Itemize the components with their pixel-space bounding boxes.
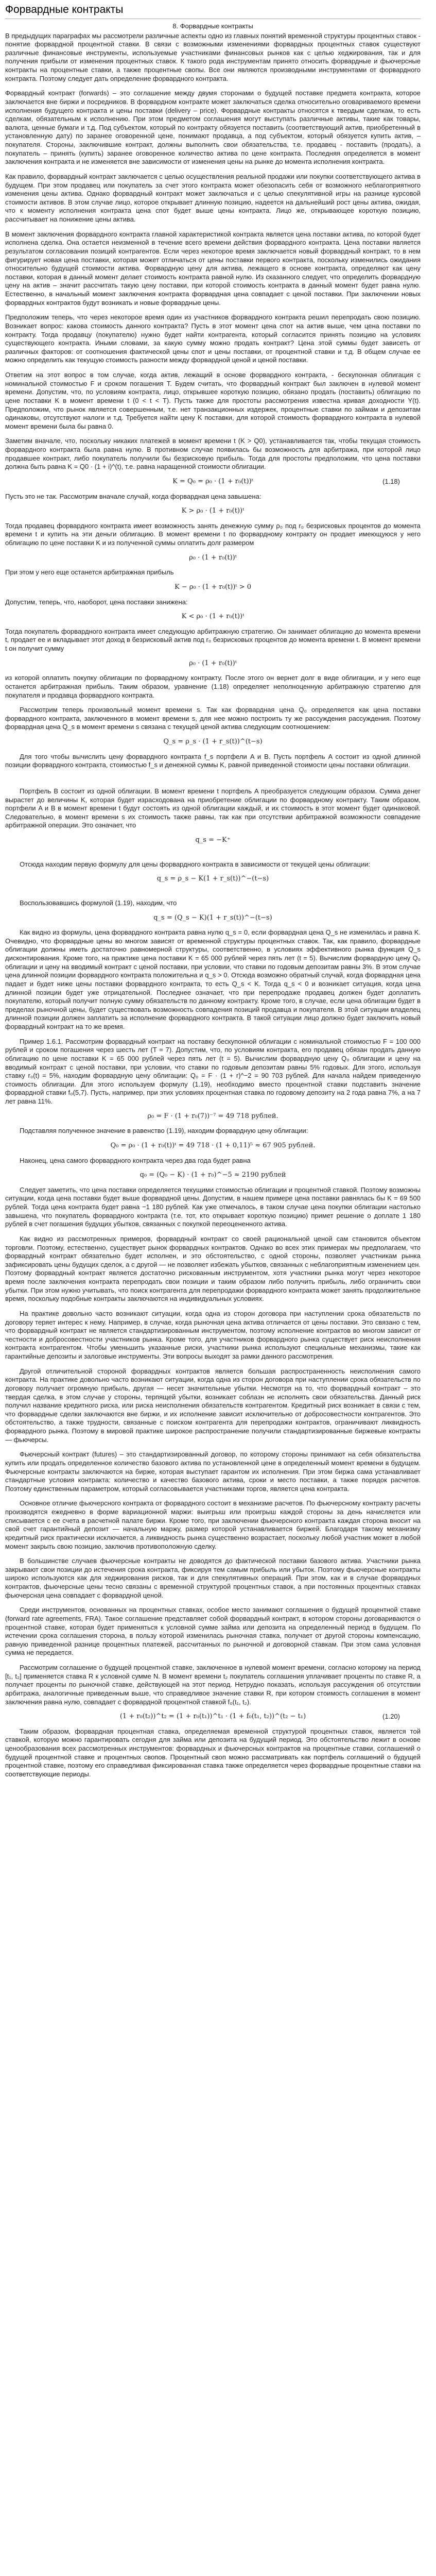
formula-expression: (1 + r₀(t₂))^t₂ = (1 + r₀(t₁))^t₁ · (1 + f₀(t₁, t₂))^(t₂ − t₁) <box>119 1713 306 1721</box>
formula-expression: q₀ = (Q₀ − K) · (1 + r₀)^−5 ≈ 2190 рублей <box>139 1171 286 1179</box>
formula <box>5 1713 421 1721</box>
paragraph: Как видно из формулы, цена форвардного контракта равна нулю q_s = 0, если форвардная цена Q_s не изменилась и равна K. Очевидно, что форвардные цены во многом зависят от временной структуры процентных ставок. Так, как правило, форвардные облигации должны иметь достаточно равномерной структуры, соответственно, в условиях эффективного рынка функция Q_s дисконтирования. Кроме того, на практике цена поставки K = 65 000 рублей через пять лет (t = 5). Вычислим форвардную цену Q₀ облигации и цену на вводимый контракт с ценой поставки, при условии, что ставки по годовым депозитам равны 3%. В этом случае цена длинной позиции форвардного контракта положительна и q_s > 0. Отсюда возможно обратный случай, когда форвардная цена падает и будет ниже цены поставки форвардного контракта, то есть Q_s < K. Тогда q_s < 0 и возникает ситуация, когда цена длинной позиции будет уже отрицательной. Последнее означает, что при перепродаже продавец должен будет доплатить покупателю, который получит полную сумму обязательств по данному контракту. Кроме того, в случае, если цена облигации будет в пределах рыночной цены, будет существовать возможность совпадения позиций продавца и покупателя. В этой ситуации владелец длинной позиции должен заплатить за исполнение форвардного контракта. В такой ситуации лицо должно будет заключить новый форвардный контракт на то же время. <box>5 928 421 1030</box>
formula-expression: Q_s = ρ_s · (1 + r_s(t))^(t−s) <box>163 738 263 745</box>
paragraph: Следует заметить, что цена поставки определяется текущими стоимостью облигации и процентной ставкой. Поэтому возможны ситуации, когда цена поставки будет выше форвардной цены. Допустим, в нашем примере цена поставки равнялась бы K = 69 500 рублей. Тогда цена контракта будет равна −1 180 рублей. Как уже отмечалось, в таком случае цена покупки облигации настолько завышена, что покупатель форвардного контракта (т.е. тот, кто открывает короткую позицию) примет решение о доплате 1 180 рублей в счет погашения будущих убытков, связанных с покупкой переоцененного актива. <box>5 1185 421 1228</box>
formula-expression: q_s = −K⁺ <box>195 836 231 844</box>
vertical-gap <box>5 770 421 787</box>
formula <box>5 914 421 923</box>
formula-expression: K − ρ₀ · (1 + r₀(t))ᵗ > 0 <box>174 583 252 591</box>
document-body <box>5 32 421 1779</box>
paragraph: Другой отличительной стороной форвардных контрактов является большая распространенность неисполнения самого контракта. На практике довольно часто возникают ситуации, когда одна из сторон договора при наступлении срока обязательств по договору получает огромную прибыль, другая — несет значительные убытки. Несмотря на то, что форвардный контракт – это твердая сделка, в этом случае у стороны, терпящей убытки, возникает соблазн не исполнять свои обязательства. Данный риск получил название кредитного риска, или риска неисполнения обязательств контрагентом. Кредитный риск возникает в связи с тем, что форвардные сделки заключаются вне биржи, и их исполнение зависит исключительно от добросовестности контрагентов. Это обстоятельство, а также трудности, связанные с поиском контрагента для перепродажи контрактов, ограничивают ликвидность форвардного рынка. Поэтому в мировой практике широкое распространение получили стандартизированные биржевые контракты — фьючерсы. <box>5 1367 421 1444</box>
paragraph: Наконец, цена самого форвардного контракта через два года будет равна <box>20 1156 251 1164</box>
formula-expression: q_s = ρ_s − K(1 + r_s(t))^−(t−s) <box>156 875 269 883</box>
paragraph: Ответим на этот вопрос в том случае, когда актив, лежащий в основе форвардного контракта, - бескупонная облигация с номинальной стоимостью F и сроком погашения T. Будем считать, что форвардный контракт был заключен в нулевой момент времени. Допустим, что, по условиям контракта, лицо, открывшее короткую позицию, обязано продать (поставить) облигацию по цене поставки K в момент времени t (0 < t < T). Пусть также для простоты рассмотрения известна кривая доходности Y(t). Предположим, что рынок является совершенным, т.е. нет транзакционных издержек, процентные ставки по займам и депозитам одинаковы, отсутствуют налоги и т.д. Требуется найти цену K поставки, для которой стоимость форвардного контракта в нулевой момент времени была бы равна 0. <box>5 371 421 430</box>
formula <box>5 738 421 747</box>
paragraph: В момент заключения форвардного контракта главной характеристикой контракта является цена поставки актива, по которой будет исполнена сделка. Она остается неизменной в течение всего времени действия форвардного контракта. Цена поставки является результатом согласования позиций контрагентов. Если через некоторое время заключается новый форвардный контракт, то в нем фигурирует новая цена поставки, которая может отличаться от цены поставки первого контракта, поскольку изменились ожидания относительно будущей стоимости актива. Форвардную цену для актива, лежащего в основе контракта, определяют как цену поставки, которая в данный момент делает стоимость контракта равной нулю. Из сказанного следует, что определить форвардную цену на актив – значит рассчитать такую цену поставки, при которой стоимость контракта в данный момент будет равна нулю. Естественно, в начальный момент заключения контракта форвардная цена совпадает с ценой поставки. При заключении новых форвардных контрактов будут возникать и новые форвардные цены. <box>5 230 421 307</box>
formula-expression: q_s = (Q_s − K)(1 + r_s(t))^−(t−s) <box>153 913 272 922</box>
formula-expression: K > ρ₀ · (1 + r₀(t))ᵗ <box>181 507 245 515</box>
formula <box>5 836 421 845</box>
formula-expression: K = Q₀ = ρ₀ · (1 + r₀(t))ᵗ <box>172 477 253 485</box>
paragraph: Как правило, форвардный контракт заключается с целью осуществления реальной продажи или покупки соответствующего актива в будущем. При этом продавец или покупатель за счет этого контракта может обезопасить себя от возможного неблагоприятного изменения цены актива. Однако форвардный контракт может заключаться и с целью спекулятивной игры на разнице курсовой стоимости активов. В этом случае лицо, которое открывает длинную позицию, надеется на дальнейший рост цены актива, ожидая, что к моменту исполнения контракта цена спот будет выше цены контракта. Лицо же, открывающее короткую позицию, рассчитывает на понижение цены актива. <box>5 172 421 223</box>
paragraph: Фьючерсный контракт (futures) – это стандартизированный договор, по которому стороны принимают на себя обязательства купить или продать определенное количество базового актива по установленной цене в определенный момент времени в будущем. Фьючерсные контракты заключаются на бирже, которая выступает гарантом их исполнения. При этом биржа сама устанавливает стандартные условия контракта: количество и качество базового актива, сроки и место поставки, а также порядок расчетов. Поэтому единственным параметром, который согласовывается участниками торгов, является цена контракта. <box>5 1450 421 1493</box>
formula-expression: ρ₀ = F · (1 + r₀(7))⁻⁷ = 49 718 рублей. <box>147 1112 278 1120</box>
formula <box>5 478 421 486</box>
paragraph: Отсюда находим первую формулу для цены форвардного контракта в зависимости от текущей цены облигации: <box>20 860 371 868</box>
equation-number: (1.20) <box>382 1713 400 1721</box>
paragraph: Основное отличие фьючерсного контракта от форвардного состоит в механизме расчетов. По фьючерсному контракту расчеты производятся ежедневно в форме вариационной маржи: выигрыш или проигрыш каждой стороны за день начисляется или списывается с ее счета в расчетной палате биржи. Кроме того, при заключении фьючерсного контракта каждая сторона вносит на свой счет гарантийный депозит — начальную маржу, размер которой устанавливается биржей. Благодаря такому механизму кредитный риск практически исключается, а ликвидность рынка существенно возрастает, поскольку любой участник может в любой момент закрыть свою позицию, заключив противоположную сделку. <box>5 1499 421 1550</box>
formula <box>5 583 421 592</box>
paragraph: В большинстве случаев фьючерсные контракты не доводятся до фактической поставки базового актива. Участники рынка закрывают свои позиции до истечения срока контракта, фиксируя тем самым прибыль или убыток. Поэтому фьючерсные контракты широко используются как для хеджирования рисков, так и для спекулятивных операций. При этом, как и в случае форвардных контрактов, фьючерсные цены тесно связаны с временной структурой процентных ставок, а при постоянных процентных ставках фьючерсная цена совпадает с форвардной ценой. <box>5 1557 421 1599</box>
paragraph: Пример 1.6.1. Рассмотрим форвардный контракт на поставку бескупонной облигации с номинальной стоимостью F = 100 000 рублей и сроком погашения через шесть лет (T = 7). Допустим, что, по условиям контракта, его продавец обязан продать данную облигацию по цене поставки K = 65 000 рублей через пять лет (t = 5). Вычислим форвардную цену Q₀ облигации и цену на вводимый контракт с ценой поставки, при условии, что ставки по годовым депозитам равны 5% годовых. Для этого, используя ставку r₀(t) = 5%, находим форвардную цену облигации: Q₀ = F · (1 + r)^−2 = 90 703 рублей. Для начала найдем приведенную стоимость облигации. Для этого используем формулу (1.19), необходимо вместо процентной ставки подставить значение форвардной ставки f₀(5,7). Пусть, например, при этих условиях процентная ставка по годовому депозиту на 2 года равна 7%, а на 7 лет равна 11%. <box>5 1037 421 1105</box>
section-subtitle: 8. Форвардные контракты <box>172 22 253 30</box>
vertical-gap <box>5 851 421 860</box>
formula-expression: K < ρ₀ · (1 + r₀(t))ᵗ <box>181 613 245 621</box>
formula-expression: ρ₀ · (1 + r₀(t))ᵗ <box>189 659 237 667</box>
formula <box>5 875 421 884</box>
equation-number: (1.18) <box>382 477 400 485</box>
page-title: Форвардные контракты <box>5 3 421 19</box>
formula <box>5 1171 421 1180</box>
formula <box>5 659 421 668</box>
paragraph: В предыдущих параграфах мы рассмотрели различные аспекты одно из главных понятий временной структуры процентных ставок - понятие форвардной процентной ставки. В связи с возможными изменениями форвардных процентных ставок существуют различные финансовые инструменты, используемые участниками финансовых рынков как с целью хеджирования, так и для получения прибыли от изменения процентных ставок. К такого рода инструментам принято относить форвардные и фьючерсные контракты на процентные ставки, а также процентные свопы. Все они являются производными инструментами от форвардного контракта. Поэтому следует дать определение форвардного контракта. <box>5 31 421 82</box>
paragraph: Тогда покупатель форвардного контракта имеет следующую арбитражную стратегию. Он занимает облигацию до момента времени t, продает ее и вкладывает этот доход в безрисковый актив под r₀ безрисковых процентов до момента времени t. В момент времени t он получит сумму <box>5 627 421 652</box>
paragraph: Рассмотрим теперь произвольный момент времени s. Так как форвардная цена Q₀ определяется как цена поставки форвардного контракта, заключенного в момент времени s, для нее можно построить ту же рассуждения рассуждения. Поэтому форвардная цена Q_s в момент времени s связана с текущей ценой актива следующим соотношением: <box>5 706 421 731</box>
formula <box>5 1142 421 1150</box>
paragraph: На практике довольно часто возникают ситуации, когда одна из сторон договора при наступлении срока обязательств по договору теряет интерес к нему. Например, в случае, когда рыночная цена актива отличается от цены поставки. Это связано с тем, что форвардный контракт не является стандартизированным инструментом, поэтому исполнение контрактов во многом зависит от честности и добросовестности участников рынка. Кроме того, для участников форвардного рынка существует риск неисполнения контракта контрагентом. Чтобы уменьшить указанные риски, участники рынка используют специальные механизмы, такие как гарантийные депозиты и залоговые инструменты. Эти вопросы выходят за рамки данного рассмотрения. <box>5 1309 421 1360</box>
paragraph: из которой оплатить покупку облигации по форвардному контракту. После этого он вернет долг в виде облигации, и у него еще останется арбитражная прибыль. Таким образом, уравнение (1.18) определяет неполноценную арбитражную стратегию для покупателя и продавца форвардного контракта. <box>5 674 421 699</box>
paragraph: Портфель B состоит из одной облигации. В момент времени t портфель A преобразуется следующим образом. Сумма денег вырастет до величины K, которая будет израсходована на приобретение облигации по форвардному контракту. Таким образом, портфели A и B в момент времени t будут состоять из одной облигации каждый, и их стоимость в этот момент будет одинаковой. Следовательно, в момент времени s их стоимость также равны, так как при отсутствии арбитражной возможности совпадение арбитражной операции. Это означает, что <box>5 787 421 829</box>
paragraph: Рассмотрим соглашение о будущей процентной ставке, заключенное в нулевой момент времени, согласно которому на период [t₁, t₂] применяется ставка R к условной сумме N. В момент времени t₂ покупатель соглашения уплачивает проценты по ставке R, а получает проценты по рыночной ставке, действующей на этот период. Нетрудно показать, используя рассуждения об отсутствии арбитража, аналогичные приведенным выше, что справедливое значение ставки R, при котором стоимость соглашения в момент заключения равна нулю, совпадает с форвардной процентной ставкой f₀(t₁, t₂). <box>5 1664 421 1706</box>
formula-expression: Q₀ = ρ₀ · (1 + r₀(t))ᵗ = 49 718 · (1 + 0,11)⁵ ≈ 67 905 рублей. <box>110 1141 316 1149</box>
formula <box>5 613 421 621</box>
paragraph: Тогда продавец форвардного контракта имеет возможность занять денежную сумму ρ₀ под r₀ безрисковых процентов до момента времени t и купить на эти деньги облигацию. В момент времени t по форвардному контракту он продает имеющуюся у него облигацию по цене поставки K и из полученной суммы оплатить долг размером <box>5 521 421 547</box>
formula <box>5 554 421 563</box>
paragraph: Среди инструментов, основанных на процентных ставках, особое место занимают соглашения о будущей процентной ставке (forward rate agreements, FRA). Такое соглашение представляет собой форвардный контракт, в котором стороны договариваются о процентной ставке, которая будет применяться к условной сумме займа или депозита на определенный период в будущем. По истечении срока соглашения сторона, в пользу которой изменилась рыночная ставка, получает от другой стороны компенсацию, равную приведенной разнице процентных платежей, рассчитанных по рыночной и договорной ставкам. При этом сама условная сумма не передается. <box>5 1606 421 1657</box>
vertical-gap <box>5 890 421 899</box>
paragraph: Для того чтобы вычислить цену форвардного контракта f_s портфели A и B. Пусть портфель A состоит из одной длинной позиции форвардного контракта, стоимостью f_s и денежной суммы K, равной приведенной стоимости цены поставки облигации. <box>5 752 421 769</box>
paragraph: Таким образом, форвардная процентная ставка, определяемая временной структурой процентных ставок, является той ставкой, которую можно гарантировать сегодня для займа или депозита на будущий период. Это обстоятельство лежит в основе ценообразования всех рассмотренных инструментов: форвардных и фьючерсных контрактов на процентные ставки, соглашений о будущей процентной ставке и процентных свопов. Процентный своп можно рассматривать как портфель соглашений о будущей процентной ставке, поэтому его справедливая фиксированная ставка также определяется через форвардные процентные ставки на соответствующие периоды. <box>5 1727 421 1778</box>
paragraph: Допустим, теперь, что, наоборот, цена поставки занижена: <box>5 598 188 606</box>
paragraph: Пусть это не так. Рассмотрим вначале случай, когда форвардная цена завышена: <box>5 492 261 500</box>
paragraph: Подставляя полученное значение в равенство (1.19), находим форвардную цену облигации: <box>20 1127 308 1135</box>
formula-expression: ρ₀ · (1 + r₀(t))ᵗ <box>189 553 237 562</box>
paragraph: Предположим теперь, что через некоторое время один из участников форвардного контракта решил перепродать свою позицию. Возникает вопрос: какова стоимость данного контракта? Пусть в этот момент цена спот на актив выше, чем цена поставки по контракту. Тогда продавцу (покупателю) нужно будет найти контрагента, который согласится принять позицию на условиях существующего контракта. Иными словами, за какую сумму можно продать контракт? Цена этой суммы будет зависеть от различных факторов: от соотношения фактической цены спот и цены поставки, от процентной ставки и т.д. В общем случае ее можно определить как текущую стоимость разности между форвардной ценой и ценой поставки. <box>5 313 421 364</box>
paragraph: Воспользовавшись формулой (1.19), находим, что <box>20 899 177 907</box>
paragraph: При этом у него еще останется арбитражная прибыль <box>5 568 174 577</box>
formula <box>5 1112 421 1121</box>
paragraph: Как видно из рассмотренных примеров, форвардный контракт со своей рациональной ценой сам становится объектом торговли. Поэтому, естественно, существует рынок форвардных контрактов. Однако во всех этих примерах мы предполагаем, что форвардный контракт обязательно будет исполнен, и это обстоятельство, с одной стороны, позволяет участникам рынка зафиксировать цены будущих сделок, а с другой — не позволяет избежать убытков, связанных с неблагоприятным изменением цен. Поэтому форвардный контракт является достаточно рискованным инструментом, хотя участники рынка могут через некоторое время после заключения контракта перепродать свои позиции и таким образом либо получить прибыль, либо ограничить свои убытки. При этом нужно учитывать, что поиск контрагента для перепродажи форвардного контракта может занять продолжительное время, поскольку подобные контракты заключаются на индивидуальных условиях. <box>5 1234 421 1303</box>
paragraph: Заметим вначале, что, поскольку никаких платежей в момент времени t (K > Q0), устанавливается так, чтобы текущая стоимость форвардного контракта была равна нулю. В противном случае появилась бы возможность для арбитража, при которой лицо продавшее контракт, либо покупатель получили бы безрисковую прибыль. Тогда для простоты предположим, что цена поставки должна быть равна K = Q0 · (1 + i)^(t), т.е. равна наращенной стоимости облигации. <box>5 437 421 471</box>
paragraph: Форвардный контракт (forwards) – это соглашение между двумя сторонами о будущей поставке предмета контракта, которое заключается вне биржи и посредников. В форвардном контракте может заключаться сделка относительно оговариваемого времени исполнения будущего контракта и цены поставки (delivery – price). Форвардные контракты относятся к твердым сделкам, то есть сделкам, обязательным к исполнению. При этом предметом соглашения могут выступать различные активы, такие как товары, валюта, ценные бумаги и т.д. Под субъектом, который по контракту обязуется поставить (соответствующий актив, приобретенный в установленную дату) по заранее оговоренной цене, понимают продавца, а под субъектом, который обязуется купить актив, – покупателя. Стороны, заключившие контракт, должны выполнить свои обязательства, т.е. продавец - поставить (продать), а покупатель – принять (купить) заранее оговоренное количество актива по цене контракта. Последняя определяется в момент заключения контракта и не изменяется вне зависимости от изменения цены на рынке до момента исполнения контракта. <box>5 89 421 166</box>
formula <box>5 507 421 516</box>
